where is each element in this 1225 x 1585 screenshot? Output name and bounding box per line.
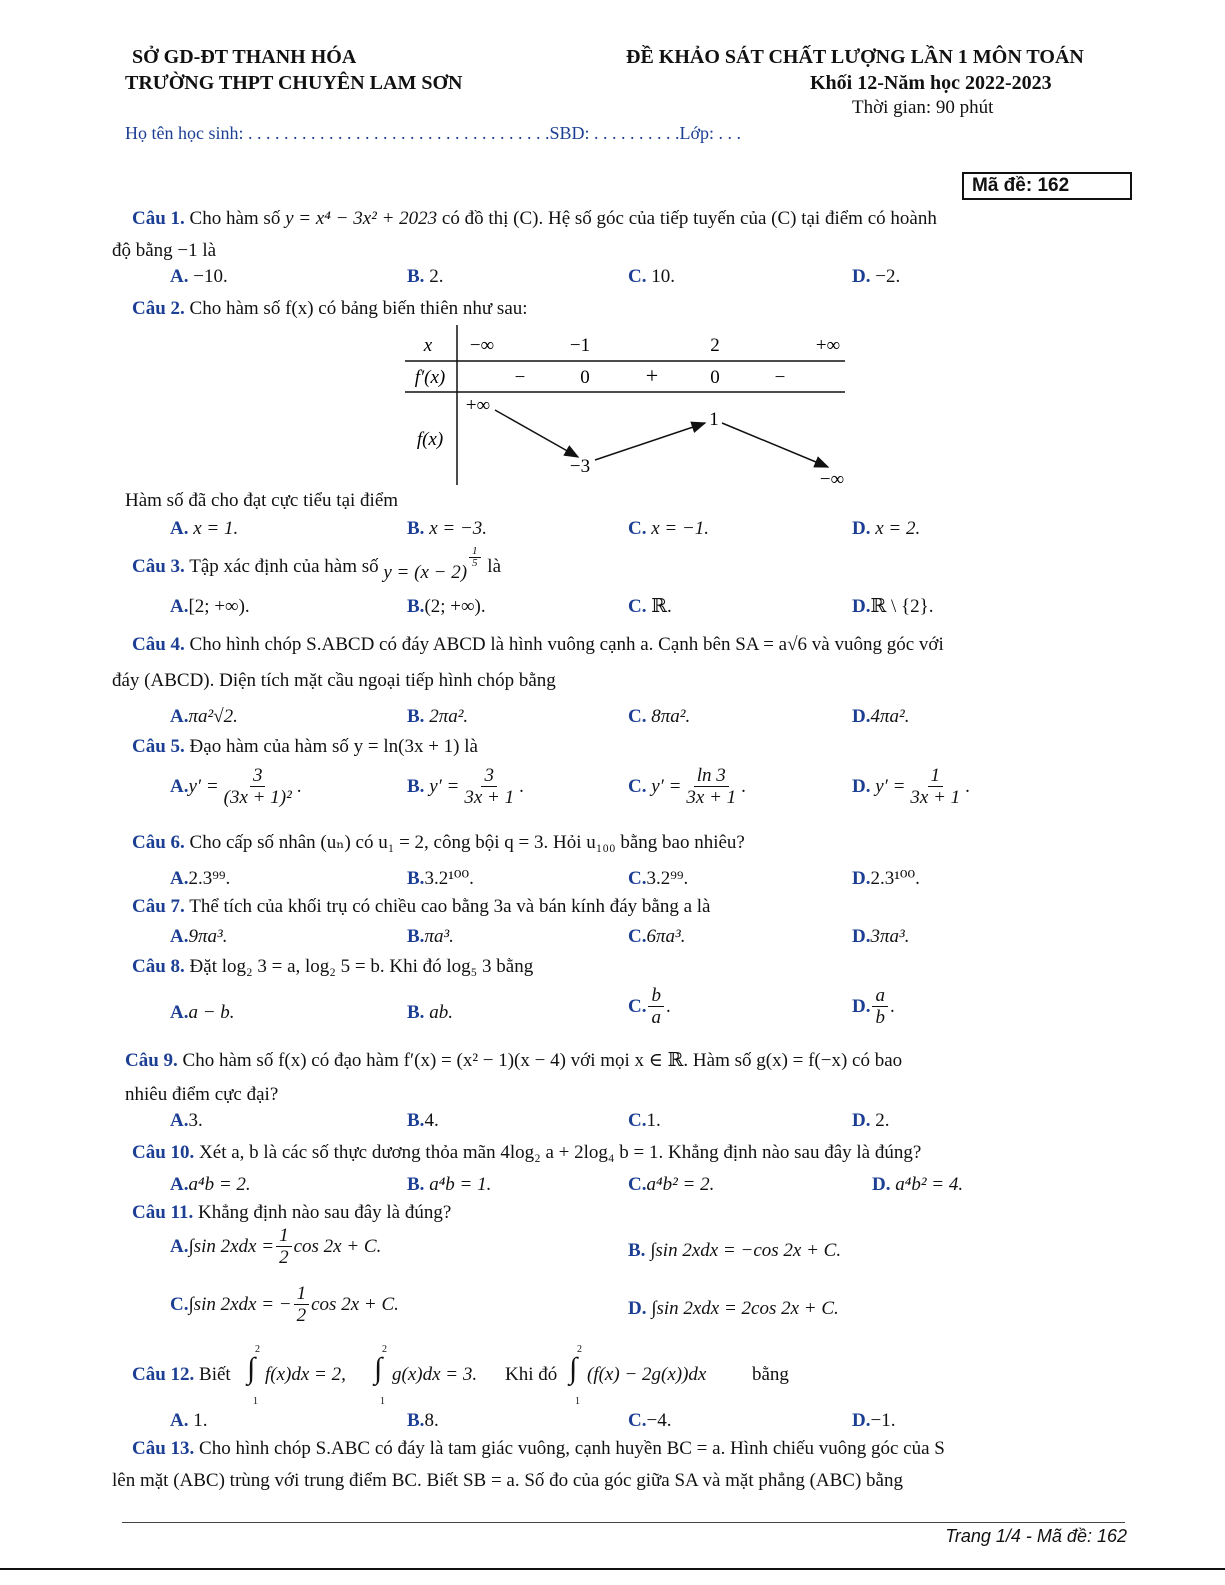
x-val-3: +∞ xyxy=(815,335,841,356)
q3-option-b[interactable]: B.(2; +∞). xyxy=(407,596,486,617)
q7-option-d[interactable]: D.3πa³. xyxy=(852,926,910,947)
q5-option-c[interactable]: C. y′ = $\frac{\ln 3}{3x + 1}$ . xyxy=(628,765,746,808)
q5-option-a[interactable]: A.y′ = $\frac{3}{\text{(3x + 1)²}}$ . xyxy=(170,765,302,808)
q8-option-d[interactable]: D. $\frac{a}{b}$ . xyxy=(852,985,895,1028)
q11-option-c[interactable]: C.∫sin 2xdx = − $\frac{1}{2}$ cos 2x + C. xyxy=(170,1283,399,1326)
q12-option-c[interactable]: C.−4. xyxy=(628,1410,672,1431)
q1-option-b[interactable]: B. 2. xyxy=(407,266,444,287)
question-13-cont: lên mặt (ABC) trùng với trung điểm BC. Biết SB = a. Số đo của góc giữa SA và mặt phẳng (ABC) bằng xyxy=(112,1470,903,1491)
variation-table xyxy=(400,325,860,490)
q11-option-b[interactable]: B. ∫sin 2xdx = −cos 2x + C. xyxy=(628,1240,842,1261)
fp-sign-2: + xyxy=(645,363,659,388)
q7-option-c[interactable]: C.6πa³. xyxy=(628,926,686,947)
question-9-cont: nhiêu điểm cực đại? xyxy=(125,1084,279,1105)
q4-option-c[interactable]: C. 8πa². xyxy=(628,706,691,727)
question-2: Câu 2. Cho hàm số f(x) có bảng biến thiên như sau: xyxy=(132,298,528,319)
question-5: Câu 5. Đạo hàm của hàm số y = ln(3x + 1) là xyxy=(132,736,478,757)
arrow-increase xyxy=(595,423,705,460)
q3-option-c[interactable]: C. ℝ. xyxy=(628,596,672,617)
q4-option-a[interactable]: A.πa²√2. xyxy=(170,706,238,727)
question-1-cont: độ bằng −1 là xyxy=(112,240,217,261)
exam-title: ĐỀ KHẢO SÁT CHẤT LƯỢNG LẦN 1 MÔN TOÁN xyxy=(626,46,1084,68)
q9-option-a[interactable]: A.3. xyxy=(170,1110,203,1131)
grade-year: Khối 12-Năm học 2022-2023 xyxy=(810,72,1052,94)
q11-option-a[interactable]: A.∫sin 2xdx = $\frac{1}{2}$ cos 2x + C. xyxy=(170,1225,382,1268)
var-table-x-label: x xyxy=(423,335,433,356)
f-val-3: −∞ xyxy=(819,469,845,490)
fp-sign-3: 0 xyxy=(710,367,720,388)
q8-option-c[interactable]: C. $\frac{b}{a}$ . xyxy=(628,985,671,1028)
question-8: Câu 8. Đặt log₂ 3 = a, log₂ 5 = b. Khi đó log₅ 3 bằng xyxy=(132,956,534,977)
school-name: TRƯỜNG THPT CHUYÊN LAM SƠN xyxy=(125,72,463,94)
q11-option-d[interactable]: D. ∫sin 2xdx = 2cos 2x + C. xyxy=(628,1298,839,1319)
bottom-edge-line xyxy=(0,1568,1225,1570)
q3-option-d[interactable]: D.ℝ \ {2}. xyxy=(852,596,934,617)
q5-option-d[interactable]: D. y′ = $\frac{1}{3x + 1}$ . xyxy=(852,765,970,808)
page-footer: Trang 1/4 - Mã đề: 162 xyxy=(945,1526,1127,1546)
q1-option-c[interactable]: C. 10. xyxy=(628,266,675,287)
x-val-0: −∞ xyxy=(469,335,495,356)
q8-option-b[interactable]: B. ab. xyxy=(407,1002,453,1023)
q12-text-tail: bằng xyxy=(752,1364,789,1385)
q12-option-d[interactable]: D.−1. xyxy=(852,1410,896,1431)
exam-code-box: Mã đề: 162 xyxy=(962,172,1132,200)
exam-time: Thời gian: 90 phút xyxy=(852,97,994,118)
f-val-2: 1 xyxy=(709,409,719,430)
question-2-cont: Hàm số đã cho đạt cực tiểu tại điểm xyxy=(125,490,399,511)
q3-exponent: $\frac{1}{5}$ xyxy=(469,546,481,569)
question-12: Câu 12. Biết xyxy=(132,1364,231,1385)
q12-option-a[interactable]: A. 1. xyxy=(170,1410,208,1431)
q4-option-d[interactable]: D.4πa². xyxy=(852,706,910,727)
f-val-0: +∞ xyxy=(465,395,491,416)
question-4-cont: đáy (ABCD). Diện tích mặt cầu ngoại tiếp hình chóp bằng xyxy=(112,670,556,691)
question-3: Câu 3. Tập xác định của hàm số y = (x − 2) $\frac{1}{5}$ là xyxy=(132,545,502,583)
q10-option-c[interactable]: C.a⁴b² = 2. xyxy=(628,1174,715,1195)
footer-divider xyxy=(122,1522,1125,1523)
q12-text-mid: Khi đó xyxy=(505,1364,558,1385)
arrow-decrease-2 xyxy=(722,423,828,467)
q10-option-a[interactable]: A.a⁴b = 2. xyxy=(170,1174,251,1195)
q1-option-d[interactable]: D. −2. xyxy=(852,266,901,287)
var-table-f-label: f(x) xyxy=(416,429,444,450)
var-table-fp-label: f′(x) xyxy=(414,367,446,388)
fp-sign-4: − xyxy=(774,367,786,388)
fp-sign-1: 0 xyxy=(580,367,590,388)
q2-option-c[interactable]: C. x = −1. xyxy=(628,518,710,539)
f-val-1: −3 xyxy=(569,456,591,477)
dept-name: SỞ GD-ĐT THANH HÓA xyxy=(132,46,357,68)
question-6: Câu 6. Cho cấp số nhân (uₙ) có u₁ = 2, công bội q = 3. Hỏi u₁₀₀ bằng bao nhiêu? xyxy=(132,832,745,853)
q6-option-c[interactable]: C.3.2⁹⁹. xyxy=(628,868,689,889)
q2-option-b[interactable]: B. x = −3. xyxy=(407,518,488,539)
q2-option-a[interactable]: A. x = 1. xyxy=(170,518,239,539)
x-val-1: −1 xyxy=(569,335,591,356)
q6-option-b[interactable]: B.3.2¹⁰⁰. xyxy=(407,868,474,889)
question-10: Câu 10. Xét a, b là các số thực dương thỏa mãn 4log₂ a + 2log₄ b = 1. Khẳng định nào sau đây là đúng? xyxy=(132,1142,922,1163)
q10-option-d[interactable]: D. a⁴b² = 4. xyxy=(872,1174,964,1195)
q3-option-a[interactable]: A.[2; +∞). xyxy=(170,596,250,617)
question-9: Câu 9. Cho hàm số f(x) có đạo hàm f′(x) = (x² − 1)(x − 4) với mọi x ∈ ℝ. Hàm số g(x) = f(−x) có bao xyxy=(125,1050,903,1071)
question-13: Câu 13. Cho hình chóp S.ABC có đáy là tam giác vuông, cạnh huyền BC = a. Hình chiếu vuông góc của S xyxy=(132,1438,945,1459)
question-1: Câu 1. Cho hàm số y = x⁴ − 3x² + 2023 có đồ thị (C). Hệ số góc của tiếp tuyến của (C) tại điểm có hoành xyxy=(132,208,937,229)
q2-option-d[interactable]: D. x = 2. xyxy=(852,518,921,539)
q9-option-d[interactable]: D. 2. xyxy=(852,1110,890,1131)
student-info-line: Họ tên học sinh: . . . . . . . . . . . . . . . . . . . . . . . . . . . . . . . . . .SBD: . . . . . . . . . .Lớp: . . . xyxy=(125,123,742,143)
q8-option-a[interactable]: A.a − b. xyxy=(170,1002,235,1023)
q7-option-b[interactable]: B.πa³. xyxy=(407,926,454,947)
x-val-2: 2 xyxy=(710,335,720,356)
q9-option-b[interactable]: B.4. xyxy=(407,1110,439,1131)
question-11: Câu 11. Khẳng định nào sau đây là đúng? xyxy=(132,1202,452,1223)
q6-option-d[interactable]: D.2.3¹⁰⁰. xyxy=(852,868,920,889)
q1-option-a[interactable]: A. −10. xyxy=(170,266,228,287)
q7-option-a[interactable]: A.9πa³. xyxy=(170,926,228,947)
q10-option-b[interactable]: B. a⁴b = 1. xyxy=(407,1174,492,1195)
question-7: Câu 7. Thể tích của khối trụ có chiều cao bằng 3a và bán kính đáy bằng a là xyxy=(132,896,711,917)
q9-option-c[interactable]: C.1. xyxy=(628,1110,661,1131)
q5-option-b[interactable]: B. y′ = $\frac{3}{3x + 1}$ . xyxy=(407,765,524,808)
q12-option-b[interactable]: B.8. xyxy=(407,1410,439,1431)
fp-sign-0: − xyxy=(514,367,526,388)
arrow-decrease-1 xyxy=(495,410,578,457)
q4-option-b[interactable]: B. 2πa². xyxy=(407,706,469,727)
q6-option-a[interactable]: A.2.3⁹⁹. xyxy=(170,868,231,889)
question-4: Câu 4. Cho hình chóp S.ABCD có đáy ABCD là hình vuông cạnh a. Cạnh bên SA = a√6 và vuông góc với xyxy=(132,634,944,655)
